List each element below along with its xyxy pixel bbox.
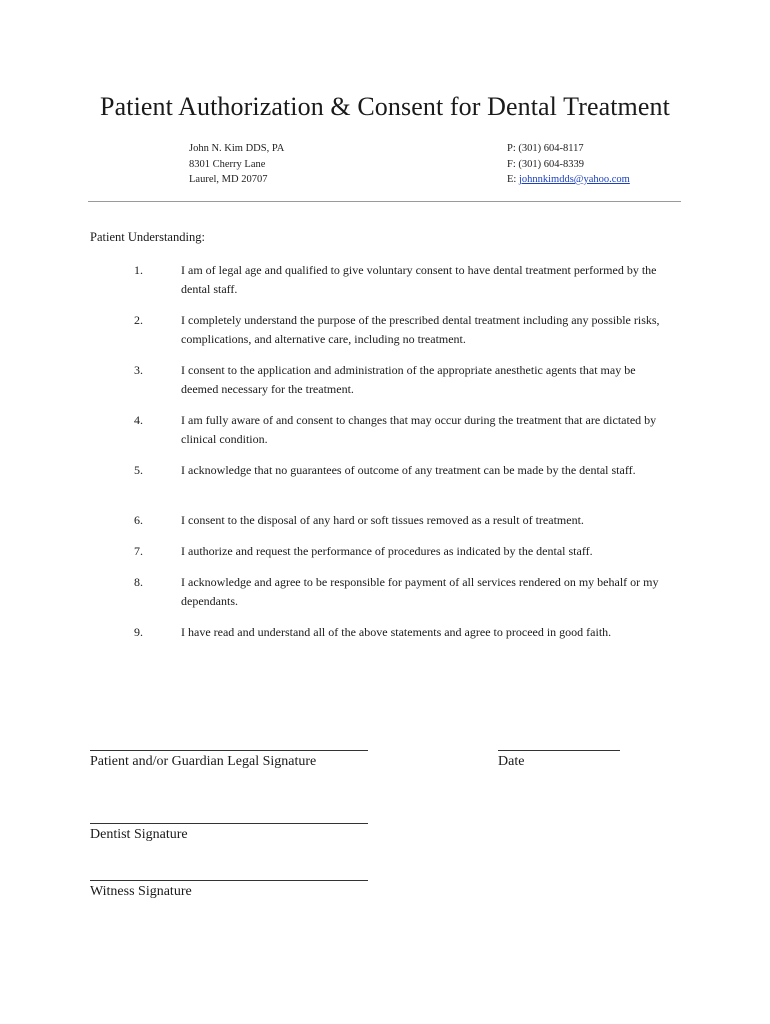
practice-email-line <box>507 172 630 188</box>
practice-address-block <box>189 141 284 188</box>
practice-fax: F: (301) 604-8339 <box>507 158 584 170</box>
statement-number: 4. <box>134 413 143 427</box>
statement-text: I authorize and request the performance of procedures as indicated by the dental staff. <box>181 544 593 558</box>
practice-phone: P: (301) 604-8117 <box>507 143 584 154</box>
section-heading: Patient Understanding: <box>90 230 205 244</box>
statement-text: I completely understand the purpose of the prescribed dental treatment including any possible risks, complications, and alternative care, including no treatment. <box>181 313 660 346</box>
statement-text: I am of legal age and qualified to give voluntary consent to have dental treatment performed by the dental staff. <box>181 263 657 296</box>
dentist-signature-label: Dentist Signature <box>90 827 188 842</box>
dentist-signature-line[interactable] <box>90 823 368 824</box>
practice-name: John N. Kim DDS, PA <box>189 143 285 154</box>
statement-number: 7. <box>134 544 143 558</box>
practice-address-line1: 8301 Cherry Lane <box>189 158 266 170</box>
statement-number: 8. <box>134 575 143 589</box>
statement-number: 3. <box>134 363 143 377</box>
witness-signature-line[interactable] <box>90 880 368 881</box>
statement-number: 1. <box>134 263 143 277</box>
practice-address-line2: Laurel, MD 20707 <box>189 174 268 185</box>
page-title: Patient Authorization & Consent for Dental Treatment <box>100 92 670 121</box>
email-prefix: E: <box>507 174 519 185</box>
statement-number: 6. <box>134 513 143 527</box>
statement-text: I have read and understand all of the above statements and agree to proceed in good faith. <box>181 625 612 639</box>
statement-number: 2. <box>134 313 143 327</box>
witness-signature-label: Witness Signature <box>90 884 192 899</box>
statement-number: 5. <box>134 463 143 477</box>
header-divider <box>88 201 681 202</box>
statement-text: I acknowledge that no guarantees of outcome of any treatment can be made by the dental staff. <box>181 463 636 477</box>
patient-signature-line[interactable] <box>90 750 368 751</box>
statement-text: I consent to the application and administration of the appropriate anesthetic agents that may be deemed necessary for the treatment. <box>181 363 636 396</box>
date-label: Date <box>498 754 525 769</box>
statement-text: I consent to the disposal of any hard or soft tissues removed as a result of treatment. <box>181 513 584 527</box>
statement-text: I am fully aware of and consent to changes that may occur during the treatment that are dictated by clinical condition. <box>181 413 657 446</box>
date-line[interactable] <box>498 750 620 751</box>
patient-signature-label: Patient and/or Guardian Legal Signature <box>90 754 317 769</box>
practice-contact-block <box>507 141 630 188</box>
statement-number: 9. <box>134 625 143 639</box>
email-link[interactable]: johnnkimdds@yahoo.com <box>518 174 630 185</box>
statement-text: I acknowledge and agree to be responsible for payment of all services rendered on my behalf or my dependants. <box>181 575 659 608</box>
